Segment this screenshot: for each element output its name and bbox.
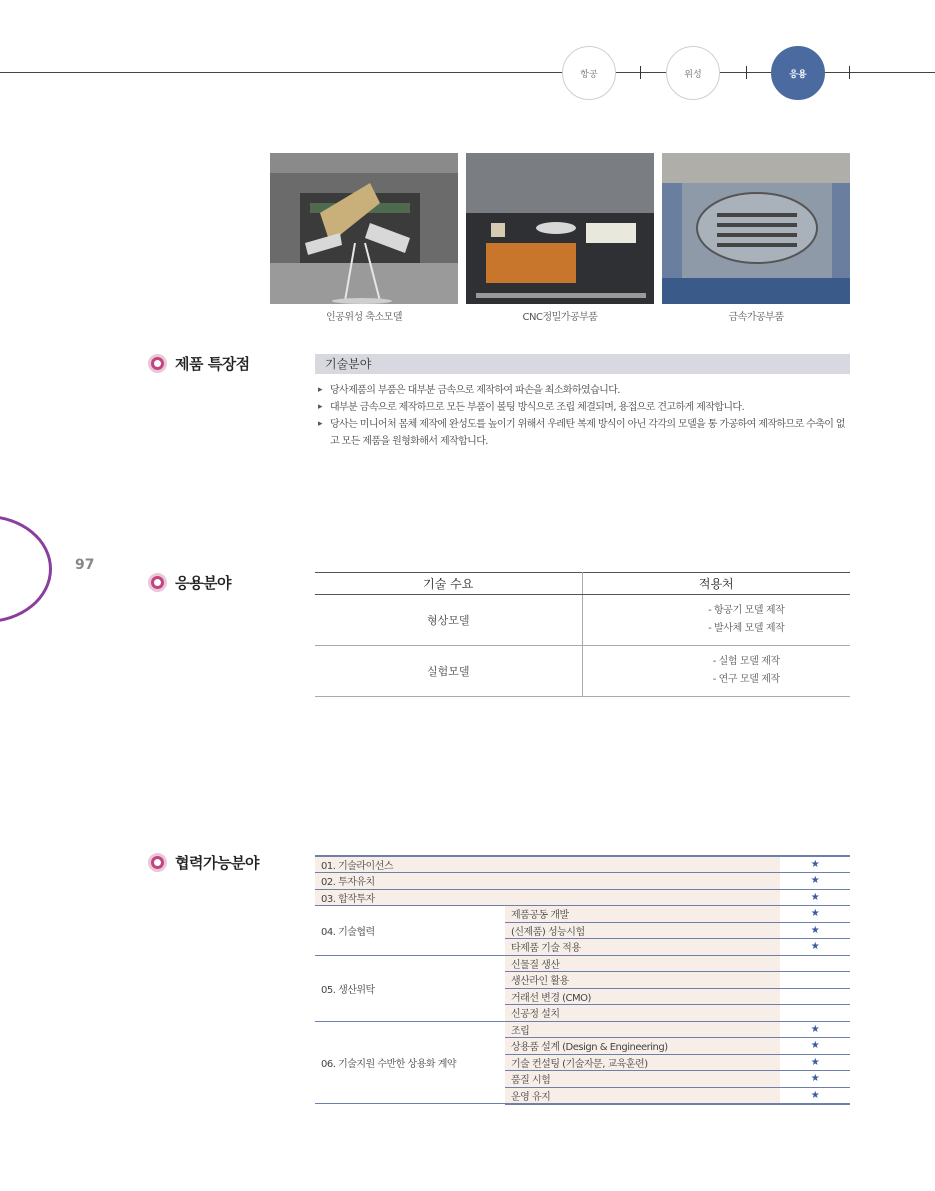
cooperation-item: 01. 기술라이선스 xyxy=(315,856,780,873)
uses-cell xyxy=(582,646,850,697)
section-title: 협력가능분야 xyxy=(175,854,259,872)
cooperation-item: 신공정 설치 xyxy=(505,1005,780,1022)
cooperation-table xyxy=(315,855,850,1105)
cooperation-item: (신제품) 성능시험 xyxy=(505,922,780,939)
table-row xyxy=(315,889,850,906)
star-cell xyxy=(780,988,850,1005)
nav-tab-label: 응용 xyxy=(789,69,807,80)
page-number: 97 xyxy=(75,557,95,573)
photo-caption: 금속가공부품 xyxy=(728,312,784,323)
table-row xyxy=(315,955,850,972)
star-cell: ★ xyxy=(780,1087,850,1104)
section-heading-application xyxy=(148,572,231,593)
cooperation-item: 품질 시험 xyxy=(505,1071,780,1088)
column-header: 적용처 xyxy=(582,573,850,595)
star-cell: ★ xyxy=(780,889,850,906)
photo-cnc-parts xyxy=(466,153,654,304)
nav-tab-aviation[interactable] xyxy=(562,46,616,100)
table-row xyxy=(315,595,850,646)
cooperation-category: 05. 생산위탁 xyxy=(315,955,505,1021)
bullet-circle-icon xyxy=(148,853,167,872)
application-table xyxy=(315,572,850,697)
star-cell: ★ xyxy=(780,1038,850,1055)
cooperation-item: 02. 투자유치 xyxy=(315,873,780,890)
use-item: - 항공기 모델 제작 xyxy=(708,605,785,616)
table-row xyxy=(315,646,850,697)
feature-item: ▸ 당사는 미니어처 몸체 제작에 완성도를 높이기 위해서 우레탄 복제 방식이 아닌 각각의 모델을 통 가공하여 제작하므로 수축이 없고 모든 제품을 원형화해서 제작합니다. xyxy=(318,416,853,450)
star-cell: ★ xyxy=(780,906,850,923)
cooperation-item: 조립 xyxy=(505,1021,780,1038)
feature-list xyxy=(318,382,853,450)
section-heading-cooperation xyxy=(148,852,259,873)
cooperation-item: 타제품 기술 적용 xyxy=(505,939,780,956)
photo-metal-parts xyxy=(662,153,850,304)
cooperation-item: 상용품 설계 (Design & Engineering) xyxy=(505,1038,780,1055)
nav-tab-label: 위성 xyxy=(684,69,702,80)
nav-tab-application[interactable] xyxy=(771,46,825,100)
feature-item: ▸ 당사제품의 부품은 대부분 금속으로 제작하여 파손을 최소화하였습니다. xyxy=(318,382,853,399)
nav-divider xyxy=(640,66,641,79)
demand-cell: 실험모델 xyxy=(315,646,582,697)
use-item: - 발사체 모델 제작 xyxy=(708,623,785,634)
star-cell xyxy=(780,972,850,989)
demand-cell: 형상모델 xyxy=(315,595,582,646)
cooperation-item: 03. 합작투자 xyxy=(315,889,780,906)
cooperation-item: 제품공동 개발 xyxy=(505,906,780,923)
page-arc-decoration xyxy=(0,515,52,623)
nav-divider xyxy=(746,66,747,79)
star-cell: ★ xyxy=(780,856,850,873)
star-cell: ★ xyxy=(780,922,850,939)
nav-tab-satellite[interactable] xyxy=(666,46,720,100)
feature-category-bar: 기술분야 xyxy=(315,354,850,374)
cooperation-item: 신물질 생산 xyxy=(505,955,780,972)
cooperation-item: 운영 유지 xyxy=(505,1087,780,1104)
column-header: 기술 수요 xyxy=(315,573,582,595)
star-cell xyxy=(780,1005,850,1022)
star-cell: ★ xyxy=(780,1021,850,1038)
bullet-circle-icon xyxy=(148,573,167,592)
star-cell xyxy=(780,955,850,972)
uses-cell xyxy=(582,595,850,646)
feature-item: ▸ 대부분 금속으로 제작하므로 모든 부품이 볼팅 방식으로 조립 체결되며, 용접으로 견고하게 제작합니다. xyxy=(318,399,853,416)
star-cell: ★ xyxy=(780,1054,850,1071)
star-cell: ★ xyxy=(780,873,850,890)
photo-caption: CNC정밀가공부품 xyxy=(522,312,598,323)
star-cell: ★ xyxy=(780,939,850,956)
section-title: 제품 특장점 xyxy=(175,355,250,373)
table-row xyxy=(315,1021,850,1038)
use-item: - 연구 모델 제작 xyxy=(712,674,780,685)
cooperation-item: 기술 컨설팅 (기술자문, 교육훈련) xyxy=(505,1054,780,1071)
section-heading-features xyxy=(148,353,250,374)
nav-tab-label: 항공 xyxy=(580,69,598,80)
table-row xyxy=(315,856,850,873)
photo-satellite-model xyxy=(270,153,458,304)
cooperation-category: 06. 기술지원 수반한 상용화 계약 xyxy=(315,1021,505,1104)
bullet-circle-icon xyxy=(148,354,167,373)
cooperation-category: 04. 기술협력 xyxy=(315,906,505,956)
cooperation-item: 생산라인 활용 xyxy=(505,972,780,989)
nav-divider xyxy=(849,66,850,79)
cooperation-item: 거래선 변경 (CMO) xyxy=(505,988,780,1005)
photo-caption: 인공위성 축소모델 xyxy=(326,312,402,323)
table-row xyxy=(315,906,850,923)
use-item: - 실험 모델 제작 xyxy=(712,656,780,667)
star-cell: ★ xyxy=(780,1071,850,1088)
table-row xyxy=(315,873,850,890)
section-title: 응용분야 xyxy=(175,574,231,592)
